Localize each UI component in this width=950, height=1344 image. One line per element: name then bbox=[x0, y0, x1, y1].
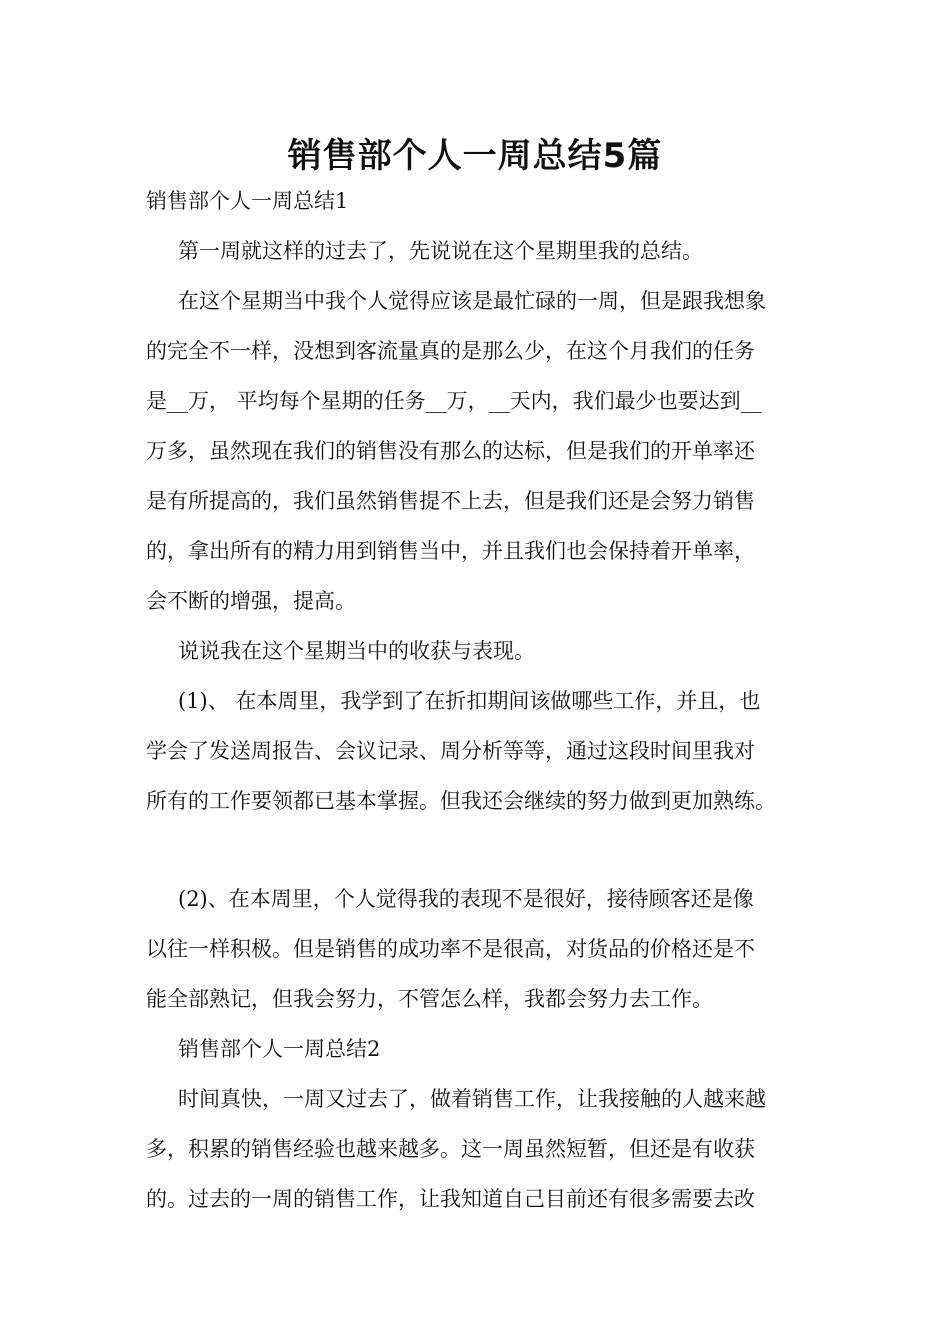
paragraph-line: (1)、 在本周里，我学到了在折扣期间该做哪些工作，并且，也 bbox=[178, 689, 761, 713]
paragraph-line: 时间真快，一周又过去了，做着销售工作，让我接触的人越来越 bbox=[178, 1087, 766, 1111]
paragraph-line: 的完全不一样，没想到客流量真的是那么少，在这个月我们的任务 bbox=[146, 339, 755, 363]
section-heading-1: 销售部个人一周总结1 bbox=[146, 189, 349, 213]
paragraph-line: 的，拿出所有的精力用到销售当中，并且我们也会保持着开单率， bbox=[146, 539, 755, 563]
paragraph-line: 万多，虽然现在我们的销售没有那么的达标，但是我们的开单率还 bbox=[146, 439, 755, 463]
paragraph-line: 所有的工作要领都已基本掌握。但我还会继续的努力做到更加熟练。 bbox=[146, 789, 776, 813]
document-title: 销售部个人一周总结5篇 bbox=[287, 136, 663, 176]
section-heading-2: 销售部个人一周总结2 bbox=[178, 1037, 381, 1061]
paragraph-line: 能全部熟记，但我会努力，不管怎么样，我都会努力去工作。 bbox=[146, 987, 713, 1011]
paragraph-line: (2)、在本周里，个人觉得我的表现不是很好，接待顾客还是像 bbox=[178, 887, 754, 911]
paragraph-line: 说说我在这个星期当中的收获与表现。 bbox=[178, 639, 535, 663]
paragraph-line: 以往一样积极。但是销售的成功率不是很高，对货品的价格还是不 bbox=[146, 937, 755, 961]
paragraph-line: 学会了发送周报告、会议记录、周分析等等，通过这段时间里我对 bbox=[146, 739, 755, 763]
paragraph-line: 会不断的增强，提高。 bbox=[146, 589, 356, 613]
paragraph-line: 多，积累的销售经验也越来越多。这一周虽然短暂，但还是有收获 bbox=[146, 1137, 755, 1161]
paragraph-line: 是有所提高的，我们虽然销售提不上去，但是我们还是会努力销售 bbox=[146, 489, 755, 513]
paragraph-line: 是__万， 平均每个星期的任务__万，__天内，我们最少也要达到__ bbox=[146, 389, 762, 413]
paragraph-line: 的。过去的一周的销售工作，让我知道自己目前还有很多需要去改 bbox=[146, 1187, 755, 1211]
paragraph-line: 第一周就这样的过去了，先说说在这个星期里我的总结。 bbox=[178, 239, 703, 263]
paragraph-line: 在这个星期当中我个人觉得应该是最忙碌的一周，但是跟我想象 bbox=[178, 289, 766, 313]
